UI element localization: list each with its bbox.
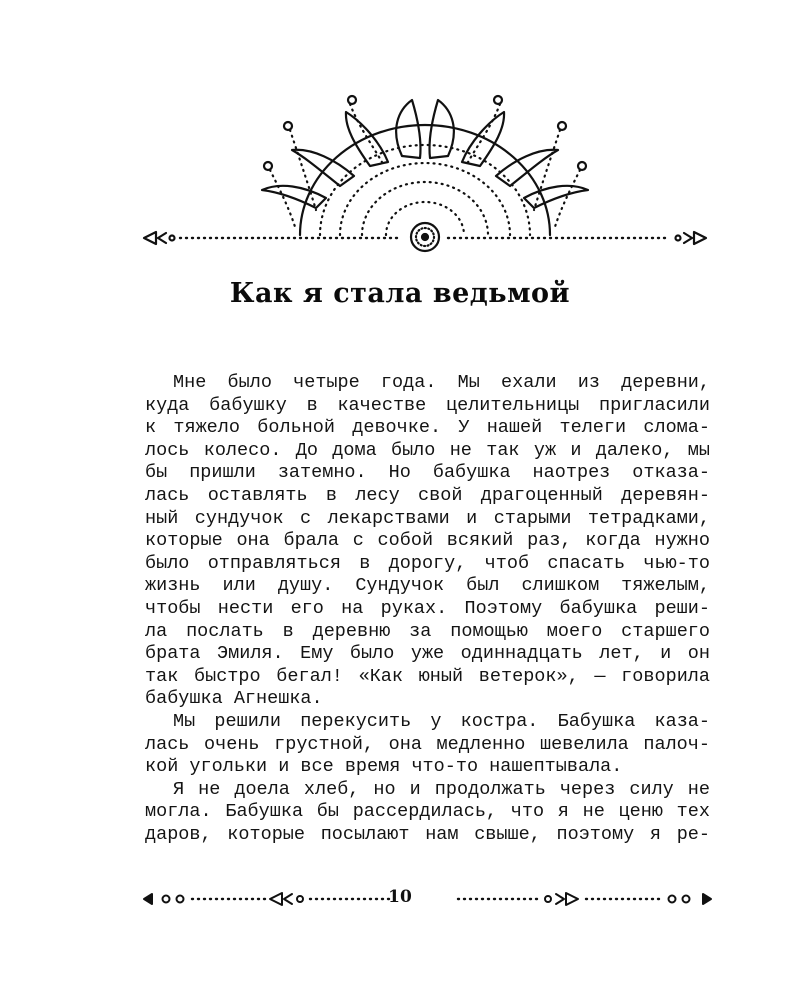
- chapter-title: Как я стала ведьмой: [229, 278, 571, 309]
- text-line: брата Эмиля. Ему было уже одиннадцать лет, и он: [145, 643, 710, 665]
- text-line: кой угольки и все время что-то нашептывала.: [145, 756, 623, 778]
- text-line: чтобы нести его на руках. Поэтому бабушка реши-: [145, 597, 710, 619]
- text-line: Мы решили перекусить у костра. Бабушка каза-: [173, 710, 710, 732]
- text-line: жизнь или душу. Сундучок был слишком тяжелым,: [145, 575, 710, 597]
- text-line: ный сундучок с лекарствами и старыми тетрадками,: [145, 507, 710, 529]
- body-text: [145, 372, 710, 846]
- text-line: бабушка Агнешка.: [145, 688, 323, 710]
- text-line: даров, которые посылают нам свыше, поэтому я ре-: [145, 823, 710, 845]
- text-line: которые она брала с собой всякий раз, когда нужно: [145, 530, 710, 552]
- text-line: ла послать в деревню за помощью моего старшего: [145, 620, 710, 642]
- text-line: было отправляться в дорогу, чтоб спасать чью-то: [145, 552, 710, 574]
- text-line: к тяжело больной девочке. У нашей телеги слома-: [145, 417, 710, 439]
- text-line: лась очень грустной, она медленно шевелила палоч-: [145, 733, 710, 755]
- text-line: Я не доела хлеб, но и продолжать через силу не: [173, 778, 710, 800]
- text-line: могла. Бабушка бы рассердилась, что я не ценю тех: [145, 801, 710, 823]
- text-line: так быстро бегал! «Как юный ветерок», — говорила: [145, 665, 710, 687]
- text-line: куда бабушку в качестве целительницы пригласили: [145, 394, 710, 416]
- page-number: 10: [388, 887, 412, 907]
- text-line: лась оставлять в лесу свой драгоценный деревян-: [145, 484, 710, 506]
- sun-ornament-icon: [140, 90, 710, 255]
- text-line: Мне было четыре года. Мы ехали из деревни,: [173, 372, 710, 393]
- text-line: лось колесо. До дома было не так уж и далеко, мы: [145, 439, 710, 461]
- text-line: бы пришли затемно. Но бабушка наотрез отказа-: [145, 462, 710, 484]
